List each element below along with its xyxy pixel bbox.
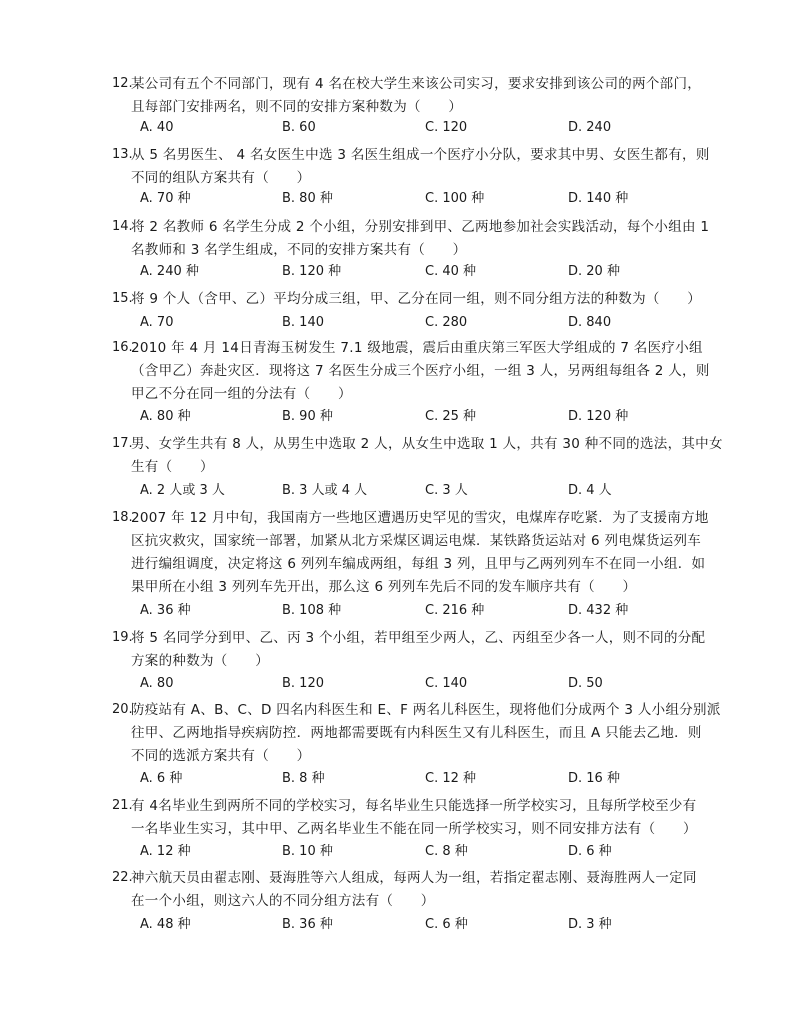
- option-d: D. 4 人: [568, 483, 612, 498]
- question-text: 进行编组调度，决定将这 6 列列车编成两组，每组 3 列，且甲与乙两列列车不在同一小组．如: [131, 556, 706, 572]
- question-text: 区抗灾救灾，国家统一部署，加紧从北方采煤区调运电煤．某铁路货运站对 6 列电煤货运列车: [131, 533, 702, 549]
- option-d: D. 6 种: [568, 844, 612, 859]
- question-text: 果甲所在小组 3 列列车先开出，那么这 6 列列车先后不同的发车顺序共有（ ）: [131, 579, 637, 595]
- option-c: C. 12 种: [425, 771, 477, 786]
- option-d: D. 120 种: [568, 409, 629, 424]
- question-text: 不同的选派方案共有（ ）: [131, 748, 311, 764]
- question-text: 2010 年 4 月 14日青海玉树发生 7.1 级地震，震后由重庆第三军医大学组成的 7 名医疗小组: [131, 340, 703, 356]
- option-a: A. 80 种: [140, 409, 191, 424]
- option-d: D. 50: [568, 676, 603, 691]
- question-number: 15.: [112, 291, 133, 306]
- option-c: C. 8 种: [425, 844, 468, 859]
- option-a: A. 2 人或 3 人: [140, 483, 225, 498]
- question-text: 生有（ ）: [131, 459, 214, 475]
- option-d: D. 240: [568, 120, 612, 135]
- option-c: C. 100 种: [425, 191, 485, 206]
- option-b: B. 60: [282, 120, 316, 135]
- option-d: D. 432 种: [568, 603, 629, 618]
- question-number: 18.: [112, 510, 133, 525]
- question-number: 12.: [112, 76, 133, 91]
- question-number: 20.: [112, 702, 133, 717]
- question-text: 方案的种数为（ ）: [131, 653, 269, 669]
- question-text: 往甲、乙两地指导疾病防控．两地都需要既有内科医生又有儿科医生，而且 A 只能去乙地．则: [131, 725, 702, 741]
- option-b: B. 80 种: [282, 191, 333, 206]
- question-number: 21.: [112, 798, 133, 813]
- question-text: 将 9 个人（含甲、乙）平均分成三组，甲、乙分在同一组，则不同分组方法的种数为（ ）: [131, 291, 702, 307]
- question-text: 神六航天员由翟志刚、聂海胜等六人组成，每两人为一组，若指定翟志刚、聂海胜两人一定同: [131, 870, 697, 886]
- question-text: 且每部门安排两名，则不同的安排方案种数为（ ）: [131, 99, 463, 115]
- option-a: A. 12 种: [140, 844, 191, 859]
- question-text: 男、女学生共有 8 人，从男生中选取 2 人，从女生中选取 1 人，共有 30 种不同的选法，其中女: [131, 436, 723, 452]
- question-text: 某公司有五个不同部门，现有 4 名在校大学生来该公司实习，要求安排到该公司的两个部门，: [131, 76, 702, 92]
- question-text: 有 4名毕业生到两所不同的学校实习，每名毕业生只能选择一所学校实习，且每所学校至少有: [131, 798, 697, 814]
- option-b: B. 120 种: [282, 264, 342, 279]
- question-text: 2007 年 12 月中旬，我国南方一些地区遭遇历史罕见的雪灾，电煤库存吃紧．为了支援南方地: [131, 510, 709, 526]
- option-a: A. 240 种: [140, 264, 199, 279]
- question-number: 17.: [112, 436, 133, 451]
- option-c: C. 6 种: [425, 917, 468, 932]
- question-number: 13.: [112, 147, 133, 162]
- question-text: 防疫站有 A、B、C、D 四名内科医生和 E、F 两名儿科医生，现将他们分成两个 3 人小组分别派: [131, 702, 721, 718]
- option-c: C. 280: [425, 315, 468, 330]
- option-d: D. 140 种: [568, 191, 629, 206]
- question-text: 不同的组队方案共有（ ）: [131, 170, 311, 186]
- option-b: B. 10 种: [282, 844, 333, 859]
- option-c: C. 3 人: [425, 483, 468, 498]
- option-d: D. 840: [568, 315, 612, 330]
- option-b: B. 108 种: [282, 603, 342, 618]
- option-a: A. 6 种: [140, 771, 183, 786]
- question-text: 从 5 名男医生、 4 名女医生中选 3 名医生组成一个医疗小分队，要求其中男、女医生都有，则: [131, 147, 710, 163]
- option-d: D. 16 种: [568, 771, 620, 786]
- question-text: 名教师和 3 名学生组成，不同的安排方案共有（ ）: [131, 242, 467, 258]
- option-b: B. 90 种: [282, 409, 333, 424]
- option-c: C. 120: [425, 120, 468, 135]
- option-d: D. 20 种: [568, 264, 620, 279]
- option-c: C. 216 种: [425, 603, 485, 618]
- option-b: B. 3 人或 4 人: [282, 483, 368, 498]
- question-text: 一名毕业生实习，其中甲、乙两名毕业生不能在同一所学校实习，则不同安排方法有（ ）: [131, 821, 697, 837]
- option-a: A. 40: [140, 120, 174, 135]
- option-b: B. 140: [282, 315, 324, 330]
- option-d: D. 3 种: [568, 917, 612, 932]
- question-text: 甲乙不分在同一组的分法有（ ）: [131, 386, 352, 402]
- question-text: 在一个小组，则这六人的不同分组方法有（ ）: [131, 893, 435, 909]
- question-number: 14.: [112, 219, 133, 234]
- option-b: B. 8 种: [282, 771, 325, 786]
- option-c: C. 140: [425, 676, 468, 691]
- question-number: 16.: [112, 340, 133, 355]
- option-a: A. 80: [140, 676, 174, 691]
- option-a: A. 48 种: [140, 917, 191, 932]
- option-b: B. 36 种: [282, 917, 333, 932]
- option-a: A. 36 种: [140, 603, 191, 618]
- question-number: 22.: [112, 870, 133, 885]
- question-number: 19.: [112, 630, 133, 645]
- option-a: A. 70 种: [140, 191, 191, 206]
- question-text: 将 2 名教师 6 名学生分成 2 个小组，分别安排到甲、乙两地参加社会实践活动，每个小组由 1: [131, 219, 710, 235]
- option-c: C. 25 种: [425, 409, 477, 424]
- option-a: A. 70: [140, 315, 174, 330]
- question-text: （含甲乙）奔赴灾区．现将这 7 名医生分成三个医疗小组，一组 3 人，另两组每组各 2 人，则: [131, 363, 710, 379]
- option-c: C. 40 种: [425, 264, 477, 279]
- option-b: B. 120: [282, 676, 324, 691]
- question-text: 将 5 名同学分到甲、乙、丙 3 个小组，若甲组至少两人，乙、丙组至少各一人，则不同的分配: [131, 630, 706, 646]
